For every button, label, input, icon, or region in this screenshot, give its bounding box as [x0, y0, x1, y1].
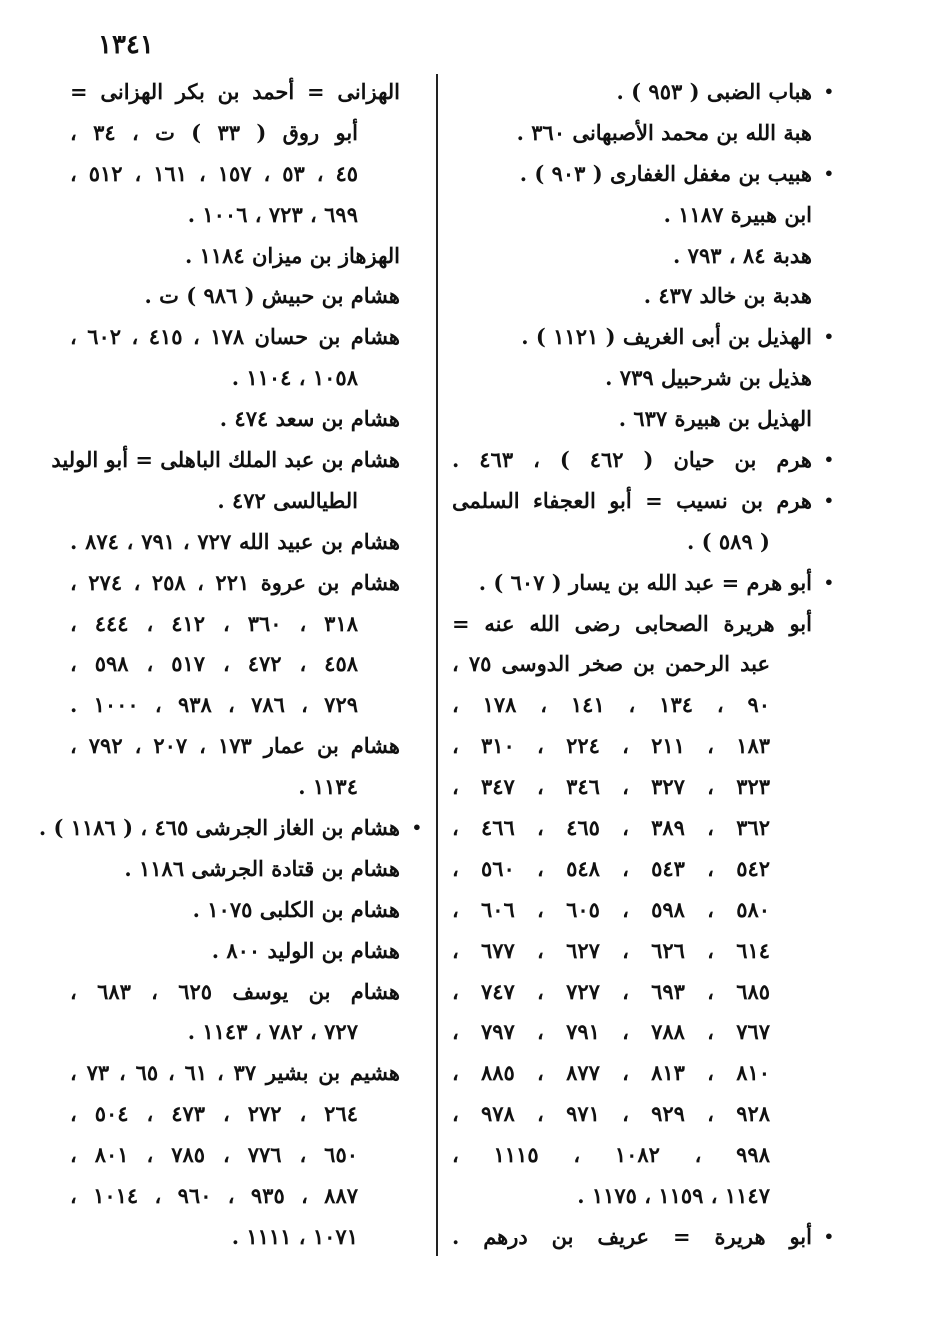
index-line: ٣١٨ ، ٣٦٠ ، ٤١٢ ، ٤٤٤ ، [70, 610, 359, 636]
index-line: هشام بن يوسف ٦٢٥ ، ٦٨٣ ، [70, 978, 400, 1004]
index-line: ٨١٠ ، ٨١٣ ، ٨٧٧ ، ٨٨٥ ، [452, 1060, 771, 1086]
index-line: عبد الرحمن بن صخر الدوسى ٧٥ ، [452, 651, 770, 677]
index-line: ابن هبيرة ١١٨٧ . [663, 201, 812, 227]
index-line: هشام بن عبيد الله ٧٢٧ ، ٧٩١ ، ٨٧٤ . [70, 528, 400, 554]
left-column [38, 72, 401, 1258]
index-line: هشام بن حسان ١٧٨ ، ٤١٥ ، ٦٠٢ ، [70, 324, 401, 350]
page-number: ١٣٤١ [98, 30, 154, 60]
column-divider [436, 74, 438, 1256]
index-line: الهذيل بن أبى الغريف ( ١١٢١ ) . • [452, 317, 812, 358]
index-line: ١١٣٤ . [298, 774, 358, 800]
index-line: ٦٥٠ ، ٧٧٦ ، ٧٨٥ ، ٨٠١ ، [70, 1142, 359, 1168]
index-line: هذيل بن شرحبيل ٧٣٩ . [605, 365, 812, 391]
index-line: أبو هرم = عبد الله بن يسار ( ٦٠٧ ) . • [452, 563, 812, 604]
index-line: هشام بن عبد الملك الباهلى = أبو الوليد [51, 447, 400, 473]
right-column [452, 72, 812, 1258]
index-line: ٣٢٣ ، ٣٢٧ ، ٣٤٦ ، ٣٤٧ ، [452, 774, 771, 800]
index-line: ٧٦٧ ، ٧٨٨ ، ٧٩١ ، ٧٩٧ ، [452, 1019, 771, 1045]
index-line: هبيب بن مغفل الغفارى ( ٩٠٣ ) . • [452, 154, 812, 195]
index-line: هرم بن نسيب = أبو العجفاء السلمى • [452, 481, 812, 522]
index-line: هبة الله بن محمد الأصبهانى ٣٦٠ . [516, 119, 812, 145]
index-line: أبو روق ( ٣٣ ) ت ، ٣٤ ، [70, 119, 358, 145]
index-line: الهزانى = أحمد بن بكر الهزانى = [70, 79, 400, 104]
index-line: الطيالسى ٤٧٢ . [217, 487, 358, 513]
index-line: ٥٨٠ ، ٥٩٨ ، ٦٠٥ ، ٦٠٦ ، [452, 896, 771, 922]
index-line: ١٨٣ ، ٢١١ ، ٢٢٤ ، ٣١٠ ، [452, 733, 771, 759]
index-line: هشيم بن بشير ٣٧ ، ٦١ ، ٦٥ ، ٧٣ ، [70, 1060, 401, 1086]
index-line: الهزهاز بن ميزان ١١٨٤ . [184, 242, 400, 268]
index-line: ١٠٥٨ ، ١١٠٤ . [231, 365, 358, 391]
index-line: هشام بن الغاز الجرشى ٤٦٥ ، ( ١١٨٦ ) . • [70, 808, 400, 849]
index-line: ٩٢٨ ، ٩٢٩ ، ٩٧١ ، ٩٧٨ ، [452, 1101, 771, 1127]
index-line: ١٠٧١ ، ١١١١ . [231, 1223, 358, 1249]
index-line: أبو هريرة = عريف بن درهم . • [452, 1217, 812, 1258]
index-line: هدبة ٨٤ ، ٧٩٣ . [673, 242, 812, 268]
index-line: ٩٠ ، ١٣٤ ، ١٤١ ، ١٧٨ ، [452, 692, 771, 718]
index-line: هشام بن عروة ٢٢١ ، ٢٥٨ ، ٢٧٤ ، [70, 569, 400, 595]
index-line: ٧٢٧ ، ٧٨٢ ، ١١٤٣ . [187, 1019, 358, 1045]
index-line: هشام بن الوليد ٨٠٠ . [211, 937, 400, 963]
index-line: ٤٥٨ ، ٤٧٢ ، ٥١٧ ، ٥٩٨ ، [70, 651, 359, 677]
index-line: ( ٥٨٩ ) . [687, 528, 770, 554]
index-line: ٦٩٩ ، ٧٢٣ ، ١٠٠٦ . [187, 201, 358, 227]
index-line: هشام بن عمار ١٧٣ ، ٢٠٧ ، ٧٩٢ ، [70, 733, 400, 759]
index-line: أبو هريرة الصحابى رضى الله عنه = [452, 610, 812, 636]
index-line: ٤٥ ، ٥٣ ، ١٥٧ ، ١٦١ ، ٥١٢ ، [70, 160, 358, 186]
index-line: ٦٨٥ ، ٦٩٣ ، ٧٢٧ ، ٧٤٧ ، [452, 978, 771, 1004]
index-line: الهذيل بن هبيرة ٦٣٧ . [618, 406, 812, 432]
index-line: ١١٤٧ ، ١١٥٩ ، ١١٧٥ . [577, 1183, 770, 1209]
index-line: هشام بن قتادة الجرشى ١١٨٦ . [124, 855, 400, 881]
index-line: هدبة بن خالد ٤٣٧ . [643, 283, 812, 309]
index-line: هرم بن حيان ( ٤٦٢ ) ، ٤٦٣ . • [452, 440, 812, 481]
index-line: ٣٦٢ ، ٣٨٩ ، ٤٦٥ ، ٤٦٦ ، [452, 815, 771, 841]
index-line: ٢٦٤ ، ٢٧٢ ، ٤٧٣ ، ٥٠٤ ، [70, 1101, 359, 1127]
index-line: ٩٩٨ ، ١٠٨٢ ، ١١١٥ ، [452, 1142, 770, 1168]
index-line: هباب الضبى ( ٩٥٣ ) . • [452, 72, 812, 113]
index-line: هشام بن حبيش ( ٩٨٦ ) ت . [144, 283, 400, 309]
index-line: ٨٨٧ ، ٩٣٥ ، ٩٦٠ ، ١٠١٤ ، [70, 1183, 359, 1209]
index-line: ٥٤٢ ، ٥٤٣ ، ٥٤٨ ، ٥٦٠ ، [452, 855, 771, 881]
index-line: ٧٢٩ ، ٧٨٦ ، ٩٣٨ ، ١٠٠٠ . [70, 692, 359, 718]
index-line: هشام بن سعد ٤٧٤ . [219, 406, 400, 432]
index-line: هشام بن الكلبى ١٠٧٥ . [192, 896, 400, 922]
index-line: ٦١٤ ، ٦٢٦ ، ٦٢٧ ، ٦٧٧ ، [452, 937, 771, 963]
